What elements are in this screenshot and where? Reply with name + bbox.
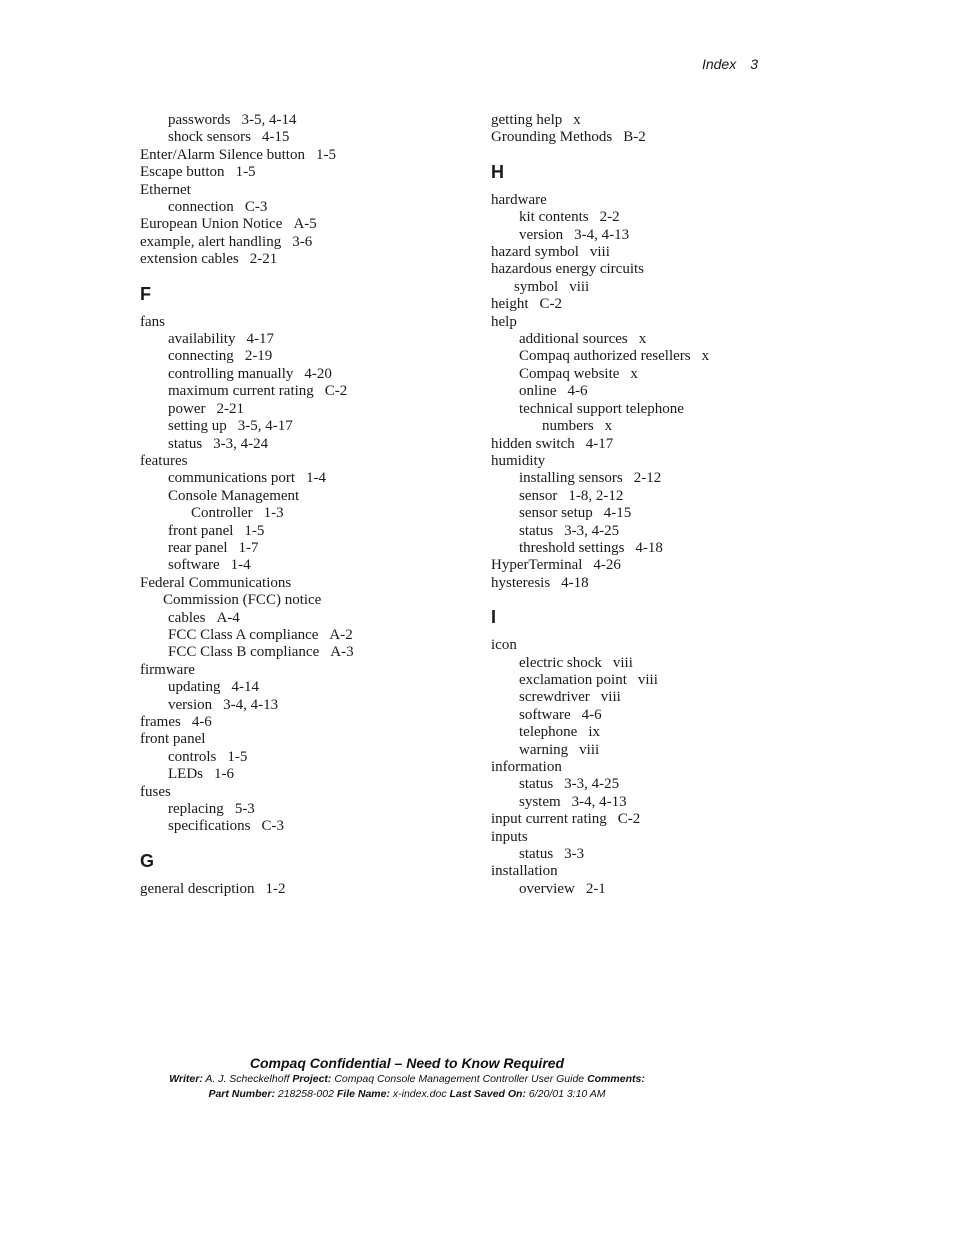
index-page-ref: C-3 xyxy=(244,199,268,216)
index-term: hazard symbol xyxy=(491,244,579,261)
index-term: controlling manually xyxy=(168,365,294,382)
index-page-ref: 3-3, 4-25 xyxy=(564,776,620,793)
index-term: replacing xyxy=(168,801,224,818)
index-term: sensor setup xyxy=(519,505,593,522)
index-page-ref: 4-15 xyxy=(261,129,290,146)
index-page-ref: 4-15 xyxy=(603,505,632,522)
confidential-notice: Compaq Confidential – Need to Know Required xyxy=(249,1055,565,1071)
index-entry xyxy=(140,147,470,164)
index-entry xyxy=(491,776,821,793)
index-page-ref: 3-3, 4-24 xyxy=(213,435,269,452)
index-term: status xyxy=(519,846,554,863)
index-entry xyxy=(140,436,470,453)
index-term: Enter/Alarm Silence button xyxy=(140,146,305,163)
index-term: connection xyxy=(168,199,234,216)
index-entry xyxy=(140,557,470,574)
index-entry xyxy=(491,724,821,741)
index-entry xyxy=(491,540,821,557)
index-entry xyxy=(140,592,470,609)
index-term: help xyxy=(491,313,517,330)
index-page-ref: 2-19 xyxy=(244,348,273,365)
comments-label: Comments: xyxy=(587,1073,645,1085)
index-page-ref: 1-5 xyxy=(235,164,256,181)
index-term: cables xyxy=(168,609,206,626)
index-entry xyxy=(491,707,821,724)
index-page-ref: 4-14 xyxy=(231,679,259,696)
index-page-ref: 1-6 xyxy=(214,766,234,783)
index-term: passwords xyxy=(168,112,231,128)
index-term: online xyxy=(519,383,557,400)
index-term: electric shock xyxy=(519,654,602,671)
index-page-ref: 3-6 xyxy=(292,233,313,250)
index-page-ref: viii xyxy=(589,244,610,261)
index-term: front panel xyxy=(168,522,234,539)
index-entry xyxy=(140,575,470,592)
index-page-ref: 3-3 xyxy=(564,846,585,863)
index-page-ref: viii xyxy=(569,278,590,295)
index-entry xyxy=(140,540,470,557)
index-term: hidden switch xyxy=(491,435,575,452)
index-term: hazardous energy circuits xyxy=(491,261,644,278)
index-entry xyxy=(491,557,821,574)
index-page-ref: 2-2 xyxy=(599,209,620,226)
index-entry xyxy=(140,801,470,818)
index-page-ref: viii xyxy=(612,654,633,671)
index-page-ref: 3-4, 4-13 xyxy=(223,696,279,713)
index-term: technical support telephone xyxy=(519,400,684,417)
index-term: status xyxy=(168,435,203,452)
index-page-ref: 4-18 xyxy=(635,539,663,556)
index-page-ref: x xyxy=(638,331,647,348)
index-page-ref: A-5 xyxy=(293,216,317,233)
index-entry xyxy=(140,251,470,268)
index-entry xyxy=(140,662,470,679)
writer-label: Writer: xyxy=(169,1073,203,1085)
index-page-ref: 2-12 xyxy=(633,470,662,487)
index-page-ref: 3-3, 4-25 xyxy=(564,522,620,539)
index-page-ref: 1-4 xyxy=(306,470,327,487)
index-page-ref: 1-8, 2-12 xyxy=(568,487,624,504)
index-entry xyxy=(140,470,470,487)
index-page-ref: 1-4 xyxy=(230,557,251,574)
index-page-ref: 4-17 xyxy=(246,331,274,348)
index-entry xyxy=(140,679,470,696)
index-page-ref: 1-7 xyxy=(238,539,259,556)
index-entry xyxy=(491,383,821,400)
index-page-ref: A-2 xyxy=(329,626,353,643)
index-column-left xyxy=(140,112,470,898)
index-page-ref: B-2 xyxy=(623,129,646,146)
index-page-ref: C-2 xyxy=(617,811,641,828)
index-entry xyxy=(140,610,470,627)
index-term: sensor xyxy=(519,487,558,504)
index-term: installation xyxy=(491,863,558,880)
footer-meta-line-2 xyxy=(0,1087,814,1102)
writer-value: A. J. Scheckelhoff xyxy=(205,1073,290,1085)
index-entry xyxy=(491,348,821,365)
index-term: communications port xyxy=(168,470,296,487)
index-term: setting up xyxy=(168,418,227,435)
index-page-ref: viii xyxy=(579,741,600,758)
index-entry xyxy=(140,644,470,661)
index-page-ref: 3-4, 4-13 xyxy=(574,226,630,243)
index-term: power xyxy=(168,400,206,417)
index-page-ref: viii xyxy=(600,689,621,706)
index-entry xyxy=(491,829,821,846)
index-term: icon xyxy=(491,637,517,654)
index-term: Escape button xyxy=(140,164,225,181)
index-entry xyxy=(491,523,821,540)
index-entry xyxy=(491,575,821,592)
index-page-ref: 1-5 xyxy=(227,748,248,765)
index-entry xyxy=(140,818,470,835)
index-term: Controller xyxy=(191,505,253,522)
index-entry xyxy=(491,209,821,226)
index-page-ref: x xyxy=(701,348,710,365)
index-letter-heading: H xyxy=(491,161,504,182)
footer-meta-line-1 xyxy=(0,1072,814,1087)
index-entry xyxy=(491,453,821,470)
part-number-label: Part Number: xyxy=(208,1088,275,1100)
index-entry xyxy=(140,182,470,199)
index-entry xyxy=(491,366,821,383)
index-page-ref: x xyxy=(630,365,638,382)
index-term: Grounding Methods xyxy=(491,129,613,146)
index-page-ref: 4-6 xyxy=(581,706,602,723)
index-term: status xyxy=(519,776,554,793)
index-entry xyxy=(491,881,821,898)
index-entry xyxy=(491,314,821,331)
index-term: Commission (FCC) notice xyxy=(163,592,322,609)
index-page-ref: 3-4, 4-13 xyxy=(571,793,627,810)
index-entry xyxy=(140,697,470,714)
index-term: inputs xyxy=(491,828,528,845)
index-term: installing sensors xyxy=(519,470,623,487)
index-entry xyxy=(491,331,821,348)
index-entry xyxy=(491,192,821,209)
index-entry xyxy=(491,811,821,828)
index-entry xyxy=(491,846,821,863)
index-entry xyxy=(491,505,821,522)
index-term: FCC Class B compliance xyxy=(168,644,320,661)
index-entry xyxy=(491,488,821,505)
index-page-ref: A-4 xyxy=(216,609,240,626)
index-entry xyxy=(140,714,470,731)
index-term: input current rating xyxy=(491,811,607,828)
index-entry xyxy=(491,418,821,435)
index-term: overview xyxy=(519,880,575,897)
index-page-ref: 4-6 xyxy=(567,383,588,400)
index-term: numbers xyxy=(542,418,594,435)
file-name-value: x-index.doc xyxy=(392,1088,447,1100)
page-number: 3 xyxy=(750,56,758,72)
index-entry xyxy=(140,784,470,801)
index-entry xyxy=(491,742,821,759)
index-term: information xyxy=(491,759,562,775)
index-entry xyxy=(491,129,821,146)
index-page-ref: x xyxy=(604,418,613,435)
index-entry xyxy=(140,366,470,383)
index-term: warning xyxy=(519,741,569,758)
index-page-ref: 1-2 xyxy=(265,880,286,897)
index-entry xyxy=(140,129,470,146)
index-term: software xyxy=(519,706,571,723)
index-term: additional sources xyxy=(519,331,628,348)
index-term: Federal Communications xyxy=(140,574,292,591)
index-term: getting help xyxy=(491,112,563,128)
index-entry xyxy=(491,261,821,278)
index-page-ref: 3-5, 4-17 xyxy=(237,418,293,435)
index-term: Ethernet xyxy=(140,181,191,198)
index-entry xyxy=(491,759,821,776)
index-page-ref: 2-21 xyxy=(216,400,244,417)
index-entry xyxy=(140,164,470,181)
index-term: fans xyxy=(140,313,165,330)
index-term: maximum current rating xyxy=(168,383,314,400)
index-entry xyxy=(140,383,470,400)
index-page-ref: C-2 xyxy=(324,383,348,400)
index-page-ref: C-3 xyxy=(261,818,284,835)
index-entry xyxy=(140,401,470,418)
index-term: general description xyxy=(140,880,255,897)
index-term: threshold settings xyxy=(519,539,625,556)
index-entry xyxy=(140,314,470,331)
project-label: Project: xyxy=(292,1073,332,1085)
index-entry xyxy=(140,453,470,470)
document-footer xyxy=(0,1054,814,1102)
index-page-ref: 2-1 xyxy=(585,880,606,897)
index-term: height xyxy=(491,296,529,313)
index-term: availability xyxy=(168,331,236,348)
index-entry xyxy=(491,112,821,129)
index-page-ref: ix xyxy=(588,724,600,741)
header-title: Index xyxy=(701,56,737,72)
index-term: fuses xyxy=(140,783,171,800)
index-term: telephone xyxy=(519,724,578,741)
index-term: specifications xyxy=(168,818,251,835)
index-term: LEDs xyxy=(168,766,203,783)
index-term: exclamation point xyxy=(519,671,627,688)
index-entry xyxy=(140,216,470,233)
index-term: Compaq authorized resellers xyxy=(519,348,691,365)
index-term: kit contents xyxy=(519,209,589,226)
index-term: front panel xyxy=(140,731,206,748)
index-term: version xyxy=(168,696,213,713)
index-entry xyxy=(140,488,470,505)
index-entry xyxy=(140,199,470,216)
page-header xyxy=(702,56,758,72)
project-value: Compaq Console Management Controller User Guide xyxy=(334,1073,585,1085)
index-page-ref: A-3 xyxy=(330,644,354,661)
part-number-value: 218258-002 xyxy=(277,1088,334,1100)
index-entry xyxy=(491,296,821,313)
index-term: symbol xyxy=(514,278,559,295)
index-term: software xyxy=(168,557,220,574)
index-entry xyxy=(140,505,470,522)
index-page-ref: viii xyxy=(637,671,658,688)
index-term: rear panel xyxy=(168,539,228,556)
index-page-ref: 4-6 xyxy=(191,714,212,730)
index-entry xyxy=(491,794,821,811)
index-page-ref: C-2 xyxy=(539,296,562,313)
index-term: Compaq website xyxy=(519,365,620,382)
index-term: firmware xyxy=(140,661,195,678)
index-page-ref: 4-26 xyxy=(593,557,621,574)
index-entry xyxy=(491,637,821,654)
index-entry xyxy=(491,655,821,672)
index-term: screwdriver xyxy=(519,689,590,706)
index-page-ref: 1-5 xyxy=(244,522,265,539)
last-saved-label: Last Saved On: xyxy=(449,1088,526,1100)
index-entry xyxy=(140,749,470,766)
index-page-ref: 4-17 xyxy=(585,435,614,452)
index-page-ref: 1-5 xyxy=(315,146,336,163)
index-entry xyxy=(491,689,821,706)
index-entry xyxy=(140,523,470,540)
index-entry xyxy=(491,436,821,453)
index-page-ref: 5-3 xyxy=(234,801,255,818)
index-entry xyxy=(140,112,470,129)
index-letter-heading: I xyxy=(491,607,497,628)
last-saved-value: 6/20/01 3:10 AM xyxy=(528,1088,606,1100)
index-entry xyxy=(491,470,821,487)
index-term: Console Management xyxy=(168,487,300,504)
index-term: frames xyxy=(140,714,181,730)
index-entry xyxy=(140,627,470,644)
index-entry xyxy=(140,348,470,365)
index-term: example, alert handling xyxy=(140,233,282,250)
index-entry xyxy=(491,244,821,261)
index-term: HyperTerminal xyxy=(491,557,583,574)
index-page-ref: 3-5, 4-14 xyxy=(241,112,297,128)
index-term: controls xyxy=(168,748,217,765)
index-entry xyxy=(140,731,470,748)
index-term: hysteresis xyxy=(491,574,551,591)
index-term: updating xyxy=(168,679,221,696)
index-term: extension cables xyxy=(140,251,239,268)
file-name-label: File Name: xyxy=(336,1088,390,1100)
index-entry xyxy=(140,234,470,251)
index-entry xyxy=(140,418,470,435)
index-term: hardware xyxy=(491,191,547,208)
index-term: status xyxy=(519,522,554,539)
index-term: connecting xyxy=(168,348,234,365)
index-entry xyxy=(491,863,821,880)
index-term: European Union Notice xyxy=(140,216,283,233)
index-term: FCC Class A compliance xyxy=(168,626,319,643)
index-entry xyxy=(491,672,821,689)
index-term: version xyxy=(519,226,564,243)
index-entry xyxy=(140,331,470,348)
index-page-ref: 1-3 xyxy=(263,505,284,522)
index-page-ref: 4-18 xyxy=(561,574,589,591)
index-page-ref: 4-20 xyxy=(304,365,332,382)
index-letter-heading: G xyxy=(140,850,155,871)
index-page-ref: x xyxy=(573,112,581,128)
index-column-right xyxy=(491,112,821,898)
index-term: humidity xyxy=(491,452,546,469)
index-entry xyxy=(140,766,470,783)
index-letter-heading: F xyxy=(140,283,151,304)
index-term: system xyxy=(519,793,561,810)
index-entry xyxy=(491,227,821,244)
index-term: features xyxy=(140,452,188,469)
index-page-ref: 2-21 xyxy=(249,251,278,268)
index-entry xyxy=(491,401,821,418)
index-entry xyxy=(140,881,470,898)
index-term: shock sensors xyxy=(168,129,251,146)
index-entry xyxy=(491,279,821,296)
